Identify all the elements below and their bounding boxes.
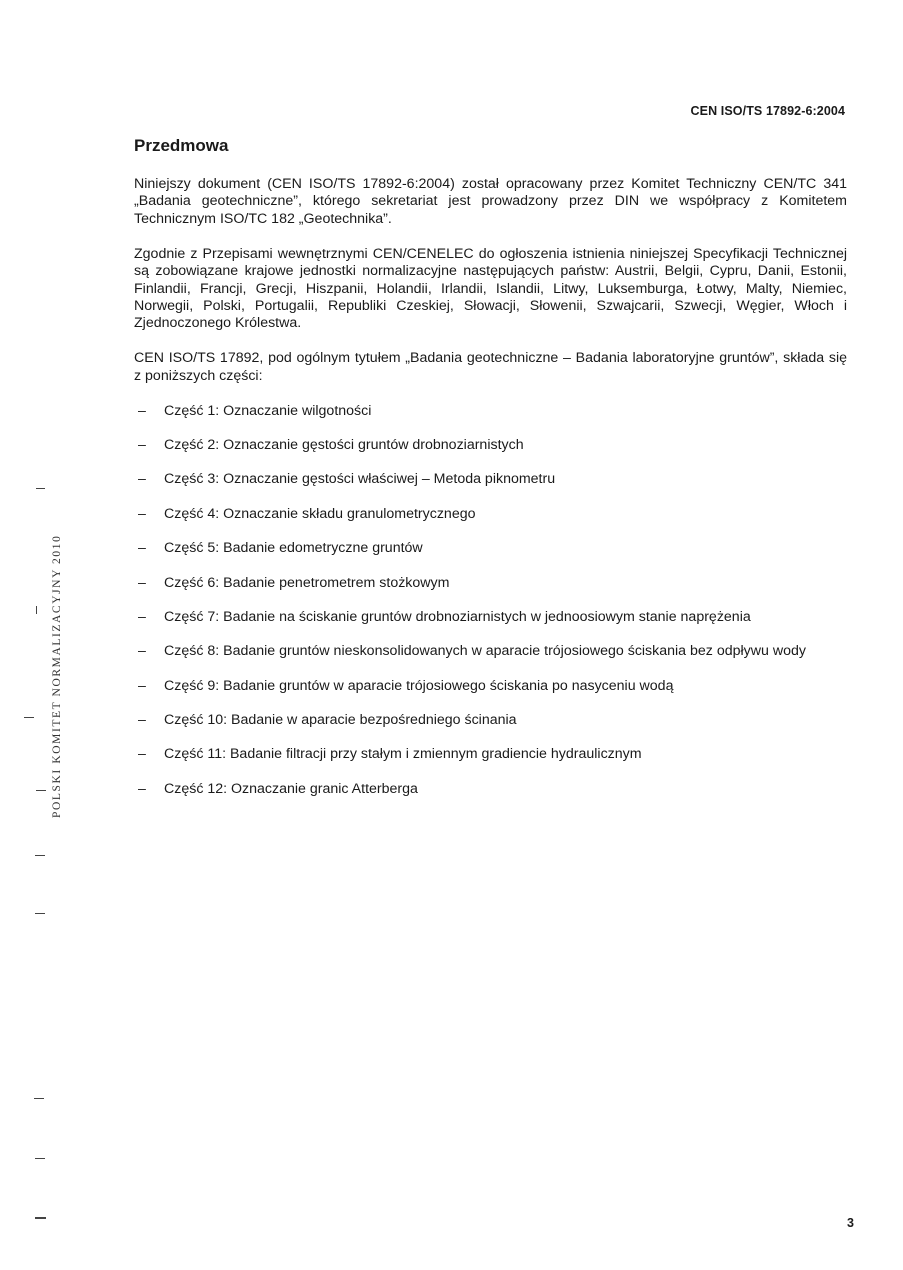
document-id-header: CEN ISO/TS 17892-6:2004 bbox=[690, 104, 845, 118]
list-dash: – bbox=[138, 471, 146, 488]
part-label: Część 1: Oznaczanie wilgotności bbox=[164, 402, 372, 419]
list-item bbox=[134, 437, 847, 471]
list-dash: – bbox=[138, 608, 146, 625]
scan-mark bbox=[35, 1158, 45, 1159]
list-item bbox=[134, 712, 847, 746]
parts-list bbox=[134, 403, 847, 816]
part-label: Część 4: Oznaczanie składu granulometrycznego bbox=[164, 505, 476, 522]
paragraph-series: CEN ISO/TS 17892, pod ogólnym tytułem „Badania geotechniczne – Badania laboratoryjne gruntów”, składa się z poniższych części: bbox=[134, 350, 847, 384]
list-item bbox=[134, 471, 847, 505]
list-dash: – bbox=[138, 780, 146, 797]
part-label: Część 3: Oznaczanie gęstości właściwej – Metoda piknometru bbox=[164, 471, 556, 488]
watermark-text: POLSKI KOMITET NORMALIZACYJNY 2010 bbox=[51, 534, 63, 818]
list-dash: – bbox=[138, 677, 146, 694]
list-item bbox=[134, 575, 847, 609]
part-label: Część 6: Badanie penetrometrem stożkowym bbox=[164, 574, 450, 591]
scan-mark bbox=[34, 1098, 44, 1099]
list-item bbox=[134, 403, 847, 437]
scan-mark bbox=[35, 1217, 46, 1219]
list-item bbox=[134, 609, 847, 643]
list-dash: – bbox=[138, 436, 146, 453]
scan-mark bbox=[36, 488, 45, 489]
part-label: Część 7: Badanie na ściskanie gruntów drobnoziarnistych w jednoosiowym stanie naprężenia bbox=[164, 608, 751, 625]
list-item bbox=[134, 746, 847, 780]
list-dash: – bbox=[138, 746, 146, 763]
list-dash: – bbox=[138, 402, 146, 419]
part-label: Część 8: Badanie gruntów nieskonsolidowanych w aparacie trójosiowego ściskania bez odpływu wody bbox=[164, 643, 806, 660]
list-dash: – bbox=[138, 712, 146, 729]
part-label: Część 11: Badanie filtracji przy stałym i zmiennym gradiencie hydraulicznym bbox=[164, 746, 642, 763]
list-item bbox=[134, 540, 847, 574]
page-number: 3 bbox=[847, 1216, 854, 1230]
list-item bbox=[134, 506, 847, 540]
part-label: Część 10: Badanie w aparacie bezpośredniego ścinania bbox=[164, 712, 517, 729]
list-dash: – bbox=[138, 505, 146, 522]
scan-mark bbox=[36, 790, 46, 791]
list-item bbox=[134, 643, 847, 677]
list-dash: – bbox=[138, 643, 146, 660]
list-dash: – bbox=[138, 574, 146, 591]
part-label: Część 5: Badanie edometryczne gruntów bbox=[164, 540, 423, 557]
vertical-watermark bbox=[50, 478, 70, 818]
scan-mark bbox=[36, 606, 37, 614]
list-item bbox=[134, 678, 847, 712]
scan-mark bbox=[24, 717, 34, 718]
part-label: Część 9: Badanie gruntów w aparacie trójosiowego ściskania po nasyceniu wodą bbox=[164, 677, 674, 694]
document-body bbox=[134, 176, 847, 815]
part-label: Część 12: Oznaczanie granic Atterberga bbox=[164, 780, 418, 797]
scan-mark bbox=[35, 913, 45, 914]
page-title: Przedmowa bbox=[134, 136, 229, 155]
list-item bbox=[134, 781, 847, 815]
paragraph-countries: Zgodnie z Przepisami wewnętrznymi CEN/CENELEC do ogłoszenia istnienia niniejszej Specyfikacji Technicznej są zobowiązane krajowe jednostki normalizacyjne następujących państw: Austrii, Belgii, Cypru, Danii, Estonii, Finlandii, Francji, Grecji, Hiszpanii, Holandii, Irlandii, Islandii, Litwy, Luksemburga, Łotwy, Malty, Niemiec, Norwegii, Polski, Portugalii, Republiki Czeskiej, Słowacji, Słowenii, Szwajcarii, Szwecji, Węgier, Włoch i Zjednoczonego Królestwa. bbox=[134, 245, 847, 332]
scan-mark bbox=[35, 855, 45, 856]
list-dash: – bbox=[138, 540, 146, 557]
part-label: Część 2: Oznaczanie gęstości gruntów drobnoziarnistych bbox=[164, 436, 524, 453]
paragraph-committee: Niniejszy dokument (CEN ISO/TS 17892-6:2004) został opracowany przez Komitet Techniczny CEN/TC 341 „Badania geotechniczne”, którego sekretariat jest prowadzony przez DIN we współpracy z Komitetem Technicznym ISO/TC 182 „Geotechnika”. bbox=[134, 176, 847, 227]
